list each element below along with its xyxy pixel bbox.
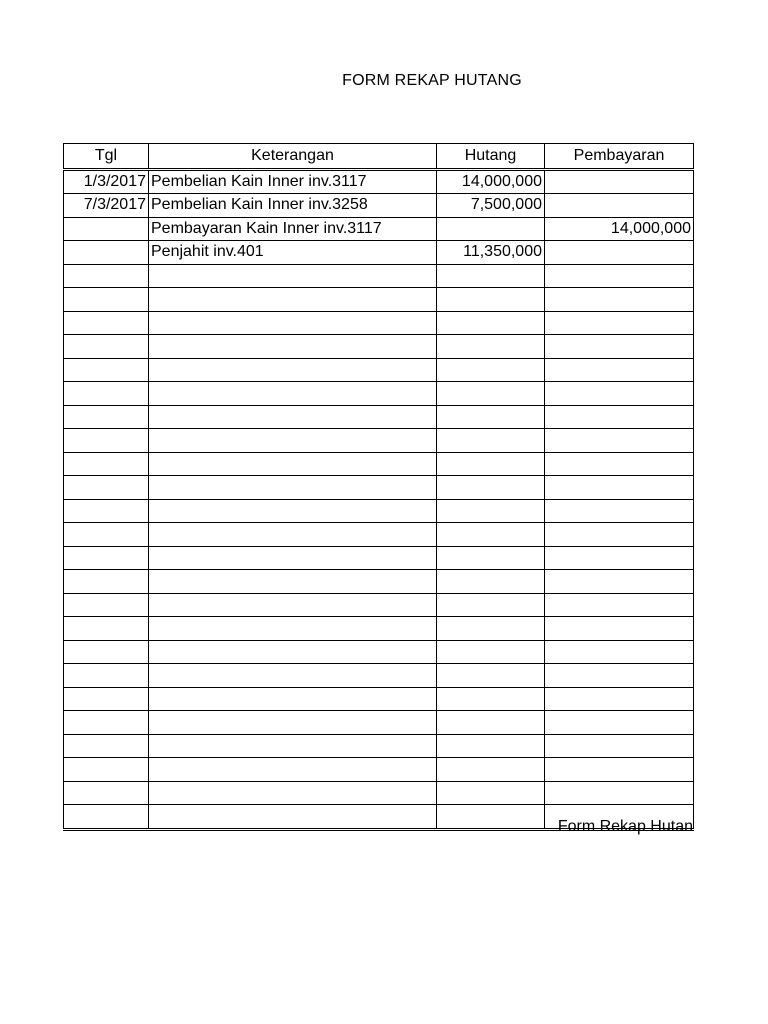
cell-tgl	[64, 476, 149, 500]
table-row	[64, 405, 694, 429]
cell-pembayaran	[545, 358, 694, 382]
cell-keterangan	[149, 311, 437, 335]
cell-hutang	[437, 640, 545, 664]
cell-keterangan	[149, 640, 437, 664]
debt-recap-table	[63, 143, 694, 831]
cell-keterangan	[149, 687, 437, 711]
cell-keterangan	[149, 546, 437, 570]
cell-keterangan	[149, 664, 437, 688]
cell-tgl	[64, 640, 149, 664]
table-row	[64, 570, 694, 594]
cell-keterangan	[149, 523, 437, 547]
cell-pembayaran	[545, 758, 694, 782]
cell-hutang	[437, 499, 545, 523]
cell-keterangan	[149, 805, 437, 830]
table-row	[64, 358, 694, 382]
table-row	[64, 711, 694, 735]
cell-tgl	[64, 805, 149, 830]
cell-pembayaran	[545, 288, 694, 312]
cell-pembayaran	[545, 476, 694, 500]
cell-tgl: 7/3/2017	[64, 194, 149, 218]
table-row	[64, 194, 694, 218]
cell-pembayaran	[545, 570, 694, 594]
cell-hutang	[437, 687, 545, 711]
cell-tgl	[64, 617, 149, 641]
table-row	[64, 499, 694, 523]
cell-tgl	[64, 593, 149, 617]
table-row	[64, 452, 694, 476]
cell-pembayaran	[545, 499, 694, 523]
cell-keterangan	[149, 452, 437, 476]
table-row	[64, 429, 694, 453]
cell-pembayaran	[545, 546, 694, 570]
cell-tgl	[64, 711, 149, 735]
table-row	[64, 758, 694, 782]
table-row	[64, 546, 694, 570]
cell-pembayaran	[545, 405, 694, 429]
header-row	[64, 144, 694, 170]
cell-hutang	[437, 664, 545, 688]
cell-hutang	[437, 617, 545, 641]
cell-tgl	[64, 405, 149, 429]
column-header-hutang: Hutang	[437, 144, 545, 170]
cell-tgl	[64, 288, 149, 312]
page-title: FORM REKAP HUTANG	[342, 72, 522, 89]
table-row	[64, 311, 694, 335]
cell-pembayaran	[545, 335, 694, 359]
cell-tgl	[64, 429, 149, 453]
table-row	[64, 617, 694, 641]
cell-hutang	[437, 523, 545, 547]
cell-keterangan	[149, 429, 437, 453]
cell-pembayaran	[545, 711, 694, 735]
cell-hutang	[437, 264, 545, 288]
table-row	[64, 217, 694, 241]
cell-tgl	[64, 335, 149, 359]
cell-keterangan	[149, 499, 437, 523]
cell-tgl	[64, 264, 149, 288]
cell-pembayaran	[545, 311, 694, 335]
cell-hutang	[437, 758, 545, 782]
table-row	[64, 734, 694, 758]
cell-pembayaran	[545, 781, 694, 805]
table-row	[64, 241, 694, 265]
cell-keterangan	[149, 476, 437, 500]
cell-keterangan	[149, 758, 437, 782]
cell-hutang	[437, 358, 545, 382]
column-header-keterangan: Keterangan	[149, 144, 437, 170]
cell-keterangan: Pembelian Kain Inner inv.3117	[149, 170, 437, 194]
cell-pembayaran	[545, 264, 694, 288]
cell-hutang	[437, 593, 545, 617]
cell-keterangan	[149, 358, 437, 382]
table-header	[64, 144, 694, 170]
cell-pembayaran	[545, 382, 694, 406]
cell-tgl	[64, 570, 149, 594]
table-row	[64, 664, 694, 688]
cell-pembayaran	[545, 734, 694, 758]
table-row	[64, 476, 694, 500]
cell-tgl	[64, 546, 149, 570]
cell-tgl	[64, 217, 149, 241]
cell-tgl	[64, 499, 149, 523]
cell-pembayaran: 14,000,000	[545, 217, 694, 241]
cell-keterangan	[149, 288, 437, 312]
cell-tgl	[64, 358, 149, 382]
cell-hutang	[437, 288, 545, 312]
cell-keterangan	[149, 335, 437, 359]
cell-hutang	[437, 476, 545, 500]
table-row	[64, 288, 694, 312]
cell-hutang	[437, 734, 545, 758]
cell-keterangan	[149, 593, 437, 617]
table-row	[64, 170, 694, 194]
cell-keterangan	[149, 734, 437, 758]
cell-pembayaran	[545, 593, 694, 617]
cell-hutang	[437, 311, 545, 335]
cell-tgl	[64, 758, 149, 782]
cell-pembayaran	[545, 640, 694, 664]
cell-keterangan: Pembelian Kain Inner inv.3258	[149, 194, 437, 218]
cell-pembayaran	[545, 241, 694, 265]
cell-hutang	[437, 570, 545, 594]
cell-keterangan	[149, 781, 437, 805]
cell-tgl	[64, 664, 149, 688]
column-header-tgl: Tgl	[64, 144, 149, 170]
cell-keterangan: Pembayaran Kain Inner inv.3117	[149, 217, 437, 241]
cell-keterangan	[149, 570, 437, 594]
table-row	[64, 264, 694, 288]
table-row	[64, 335, 694, 359]
cell-pembayaran	[545, 170, 694, 194]
cell-tgl	[64, 382, 149, 406]
cell-pembayaran	[545, 664, 694, 688]
cell-pembayaran	[545, 687, 694, 711]
table-row	[64, 640, 694, 664]
cell-keterangan: Penjahit inv.401	[149, 241, 437, 265]
cell-hutang	[437, 429, 545, 453]
cell-hutang	[437, 217, 545, 241]
cell-tgl	[64, 734, 149, 758]
cell-pembayaran	[545, 194, 694, 218]
table-row	[64, 382, 694, 406]
cell-tgl	[64, 687, 149, 711]
cell-keterangan	[149, 617, 437, 641]
table-row	[64, 593, 694, 617]
cell-tgl	[64, 241, 149, 265]
cell-pembayaran	[545, 617, 694, 641]
cell-hutang	[437, 781, 545, 805]
cell-pembayaran	[545, 429, 694, 453]
table-row	[64, 781, 694, 805]
cell-keterangan	[149, 382, 437, 406]
cell-hutang	[437, 382, 545, 406]
cell-tgl	[64, 311, 149, 335]
footer-label: Form Rekap Hutan	[557, 818, 693, 835]
cell-hutang	[437, 805, 545, 830]
cell-keterangan	[149, 405, 437, 429]
cell-tgl: 1/3/2017	[64, 170, 149, 194]
cell-hutang	[437, 546, 545, 570]
cell-keterangan	[149, 264, 437, 288]
cell-tgl	[64, 523, 149, 547]
cell-hutang: 14,000,000	[437, 170, 545, 194]
table-row	[64, 687, 694, 711]
table-row	[64, 523, 694, 547]
cell-tgl	[64, 781, 149, 805]
cell-hutang	[437, 405, 545, 429]
column-header-pembayaran: Pembayaran	[545, 144, 694, 170]
cell-hutang	[437, 711, 545, 735]
cell-hutang	[437, 452, 545, 476]
table-body	[64, 170, 694, 830]
cell-pembayaran	[545, 452, 694, 476]
cell-hutang: 11,350,000	[437, 241, 545, 265]
cell-pembayaran	[545, 523, 694, 547]
cell-hutang	[437, 335, 545, 359]
cell-tgl	[64, 452, 149, 476]
cell-keterangan	[149, 711, 437, 735]
cell-hutang: 7,500,000	[437, 194, 545, 218]
